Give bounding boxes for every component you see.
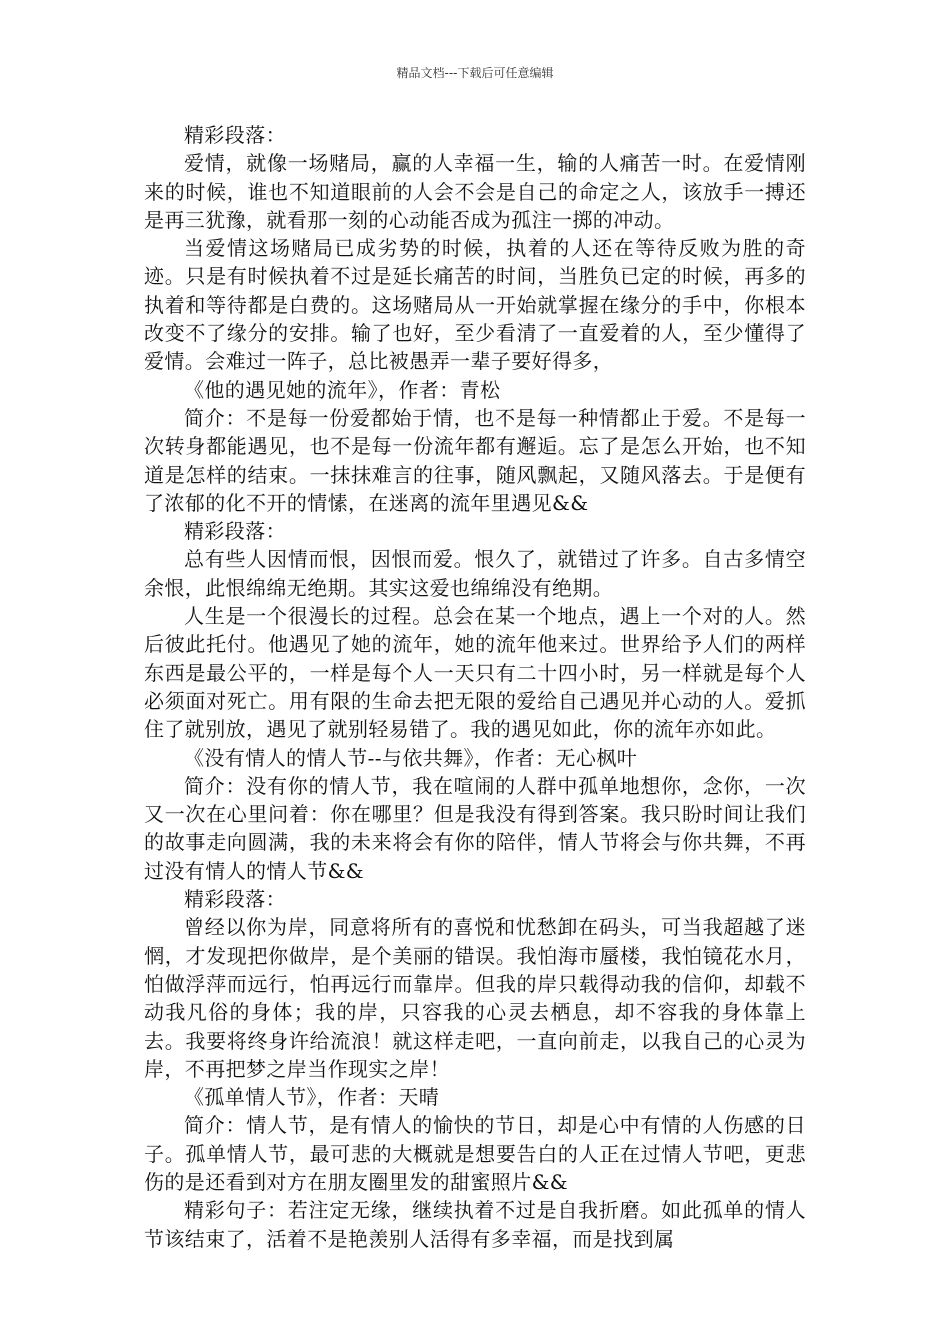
paragraph: 曾经以你为岸，同意将所有的喜悦和忧愁卸在码头，可当我超越了迷惘，才发现把你做岸，是个美丽的错误。我怕海市蜃楼，我怕镜花水月，怕做浮萍而远行，怕再远行而靠岸。但我的岸只载得动我的信仰，却载不动我凡俗的身体；我的岸，只容我的心灵去栖息，却不容我的身体靠上去。我要将终身许给流浪！就这样走吧，一直向前走，以我自己的心灵为岸，不再把梦之岸当作现实之岸！: [144, 915, 806, 1081]
paragraph-heading: 精彩段落：: [184, 123, 286, 147]
book-title-line: 《没有情人的情人节--与依共舞》，作者：无心枫叶: [184, 745, 638, 770]
paragraph: 爱情，就像一场赌局，赢的人幸福一生，输的人痛苦一时。在爱情刚来的时候，谁也不知道眼前的人会不会是自己的命定之人，该放手一搏还是再三犹豫，就看那一刻的心动能否成为孤注一掷的冲动。: [144, 151, 806, 232]
paragraph: 当爱情这场赌局已成劣势的时候，执着的人还在等待反败为胜的奇迹。只是有时候执着不过是延长痛苦的时间，当胜负已定的时候，再多的执着和等待都是白费的。这场赌局从一开始就掌握在缘分的手中，你根本改变不了缘分的安排。输了也好，至少看清了一直爱着的人，至少懂得了爱情。会难过一阵子，总比被愚弄一辈子要好得多，: [144, 236, 806, 374]
book-title-line: 《他的遇见她的流年》，作者：青松: [184, 377, 501, 402]
paragraph-heading: 精彩段落：: [184, 519, 286, 544]
book-intro: 简介：不是每一份爱都始于情，也不是每一种情都止于爱。不是每一次转身都能遇见，也不是每一份流年都有邂逅。忘了是怎么开始，也不知道是怎样的结束。一抹抹难言的往事，随风飘起，又随风落去。于是便有了浓郁的化不开的情愫，在迷离的流年里遇见&&: [144, 405, 806, 515]
paragraph: 总有些人因情而恨，因恨而爱。恨久了，就错过了许多。自古多情空余恨，此恨绵绵无绝期。其实这爱也绵绵没有绝期。: [144, 547, 806, 600]
book-title-line: 《孤单情人节》，作者：天晴: [184, 1085, 440, 1110]
book-intro: 简介：没有你的情人节，我在喧闹的人群中孤单地想你，念你，一次又一次在心里问着：你在哪里？但是我没有得到答案。我只盼时间让我们的故事走向圆满，我的未来将会有你的陪伴，情人节将会与你共舞，不再过没有情人的情人节&&: [144, 773, 806, 883]
document-body: [144, 121, 806, 1253]
paragraph-heading: 精彩段落：: [184, 887, 286, 912]
highlight-sentence: 精彩句子：若注定无缘，继续执着不过是自我折磨。如此孤单的情人节该结束了，活着不是艳羡别人活得有多幸福，而是找到属: [144, 1198, 806, 1251]
page-header: 精品文档---下载后可任意编辑: [396, 66, 554, 80]
book-intro: 简介：情人节，是有情人的愉快的节日，却是心中有情的人伤感的日子。孤单情人节，最可悲的大概就是想要告白的人正在过情人节吧，更悲伤的是还看到对方在朋友圈里发的甜蜜照片&&: [144, 1113, 806, 1194]
paragraph: 人生是一个很漫长的过程。总会在某一个地点，遇上一个对的人。然后彼此托付。他遇见了她的流年，她的流年他来过。世界给予人们的两样东西是最公平的，一样是每个人一天只有二十四小时，另一样就是每个人必须面对死亡。用有限的生命去把无限的爱给自己遇见并心动的人。爱抓住了就别放，遇见了就别轻易错了。我的遇见如此，你的流年亦如此。: [144, 604, 806, 742]
